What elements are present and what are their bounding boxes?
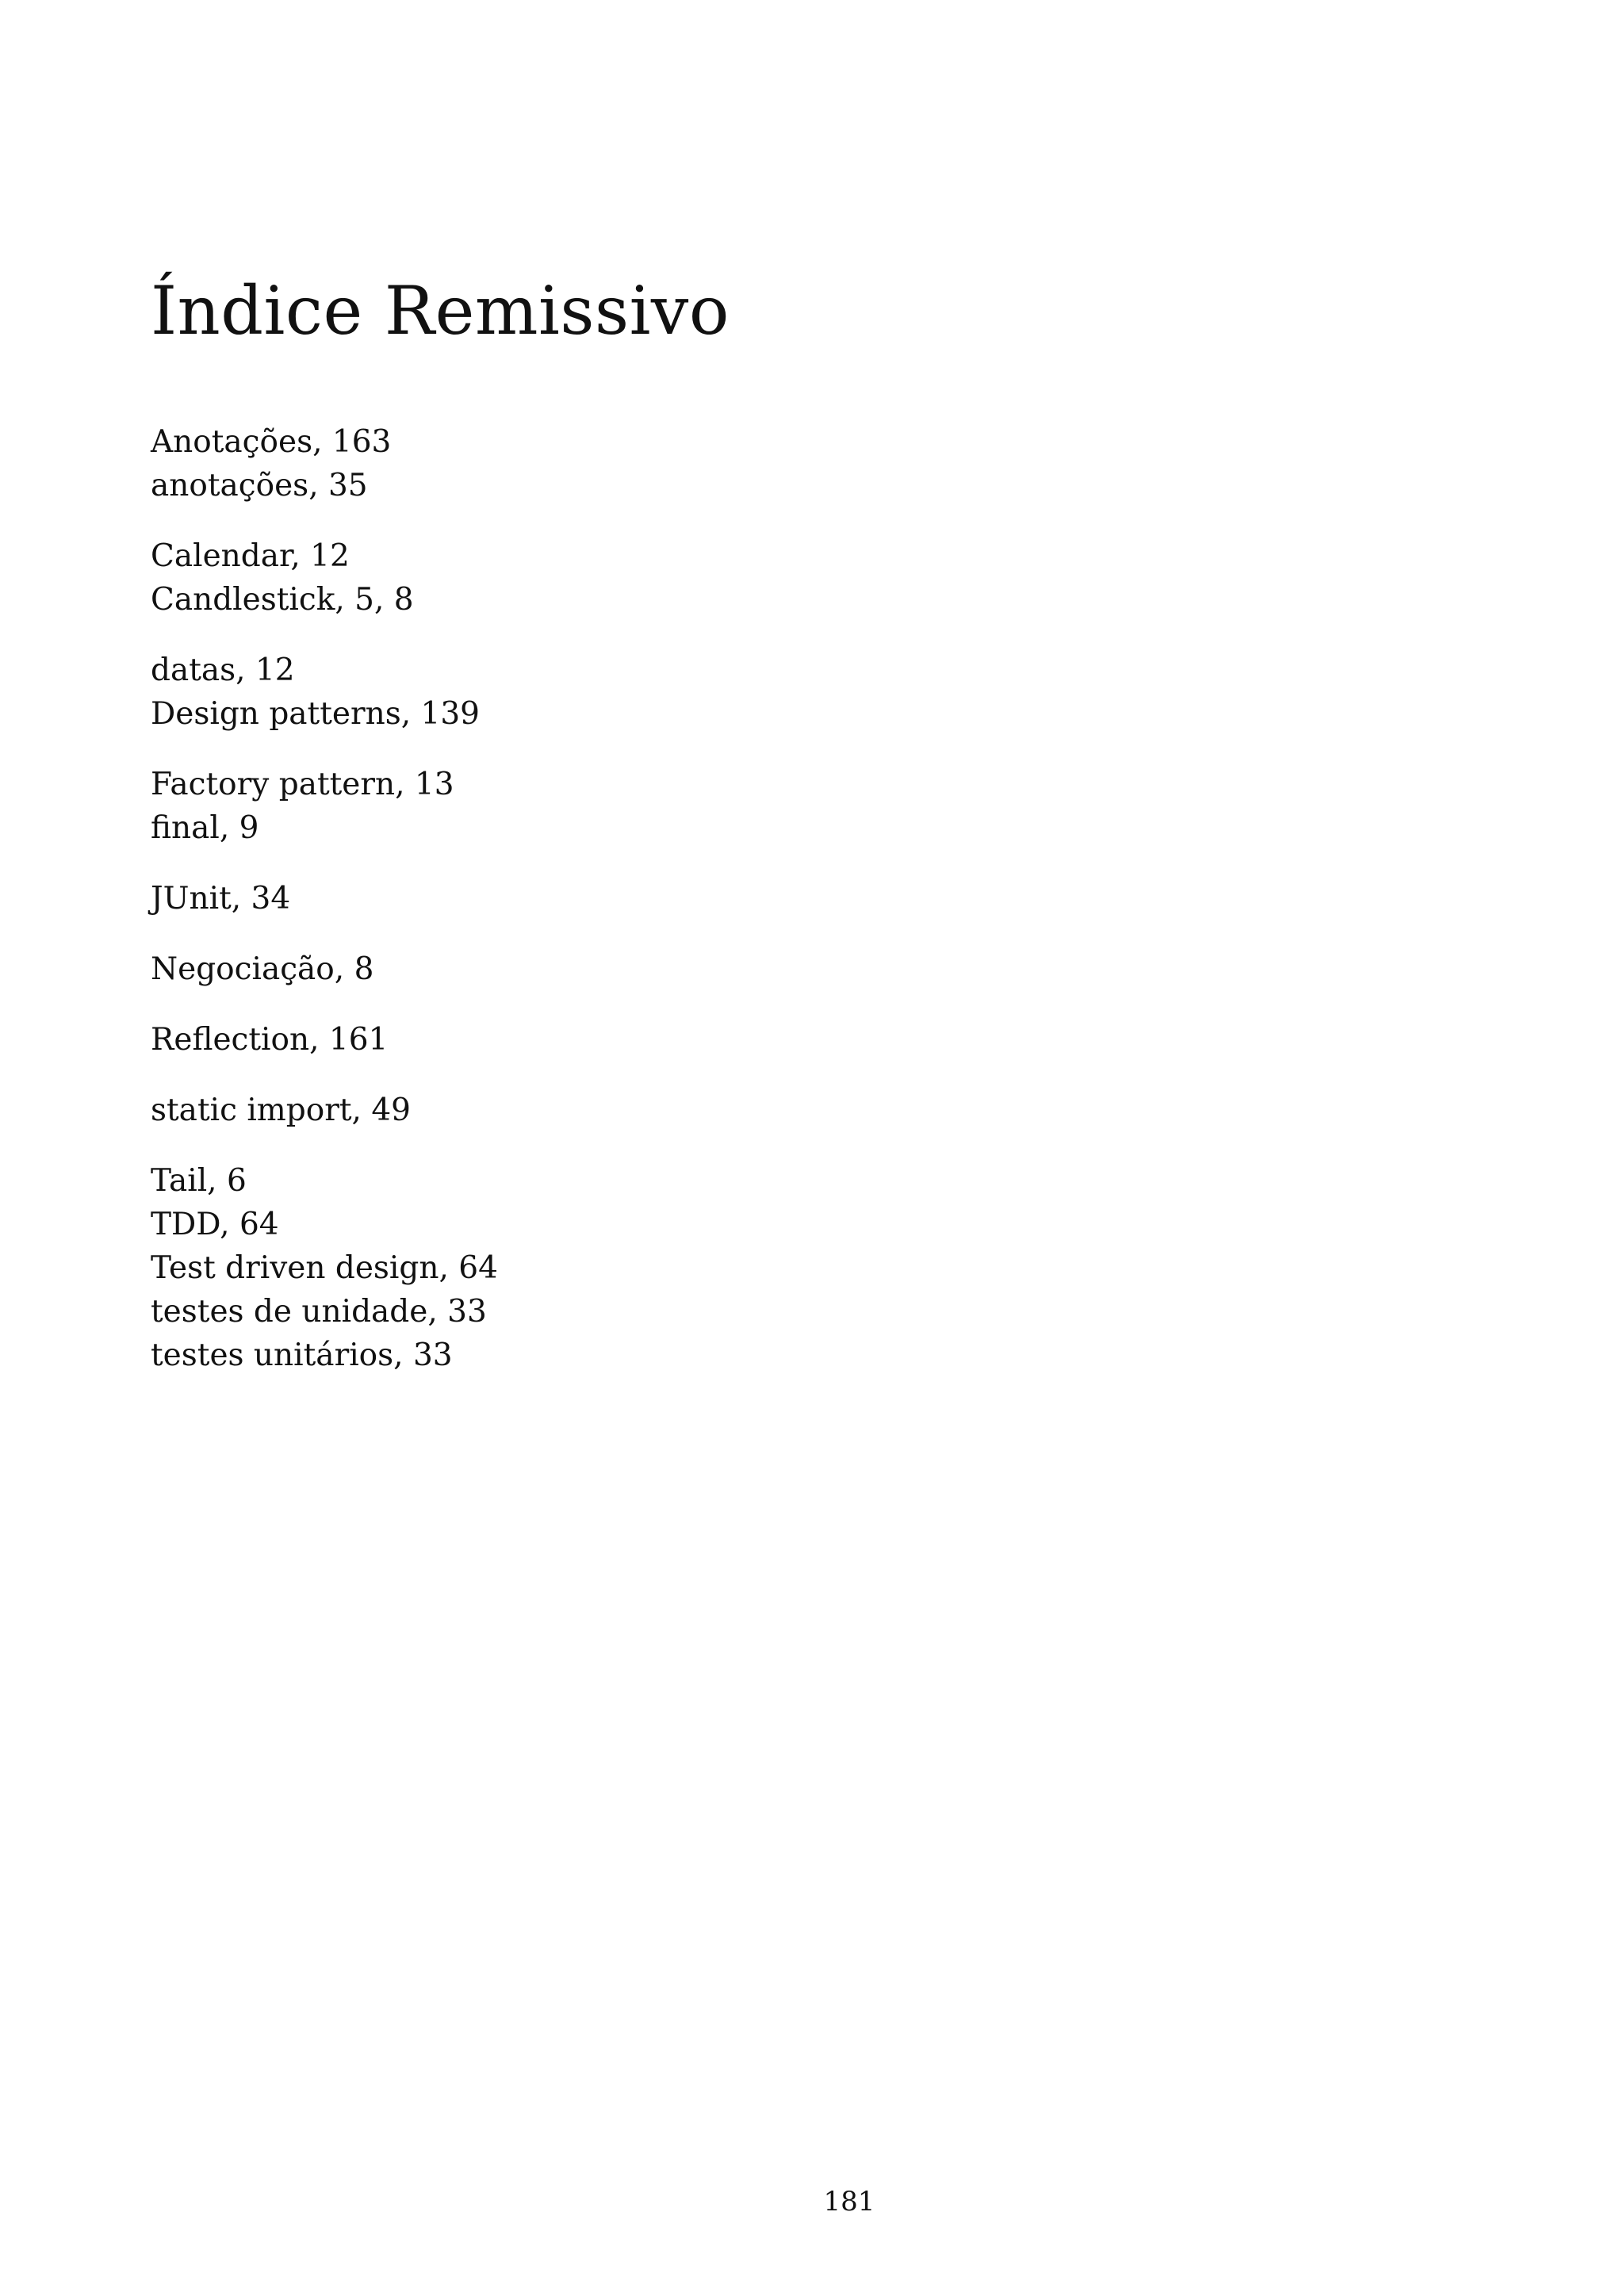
index-entry: Tail, 6	[151, 1163, 247, 1199]
index-entry: testes unitários, 33	[151, 1337, 453, 1373]
index-group-c	[151, 534, 1102, 622]
index-entry: final, 9	[151, 810, 259, 846]
index-group-d	[151, 649, 1102, 736]
page-title: Índice Remissivo	[151, 272, 730, 350]
index-entry: TDD, 64	[151, 1207, 279, 1242]
index-entry: Factory pattern, 13	[151, 767, 454, 802]
index-group-s	[151, 1089, 1102, 1132]
index-entry: Negociação, 8	[151, 951, 374, 987]
index-group-r	[151, 1018, 1102, 1062]
index-entry: Calendar, 12	[151, 538, 350, 574]
index-entry: testes de unidade, 33	[151, 1294, 487, 1330]
index-group-f	[151, 763, 1102, 850]
page-number: 181	[823, 2186, 875, 2218]
index-entry: datas, 12	[151, 652, 295, 688]
index-entry: anotações, 35	[151, 468, 368, 503]
index-entry: Anotações, 163	[151, 424, 392, 460]
index-entry: Design patterns, 139	[151, 696, 480, 732]
index-entry: JUnit, 34	[151, 881, 291, 916]
index-group-t	[151, 1159, 1102, 1377]
index-group-j	[151, 877, 1102, 920]
index-entry: Candlestick, 5, 8	[151, 582, 414, 618]
index-entry: Test driven design, 64	[151, 1250, 498, 1286]
index-entry: Reflection, 161	[151, 1022, 389, 1058]
index-entry: static import, 49	[151, 1093, 411, 1128]
index-group-n	[151, 947, 1102, 991]
index-list	[151, 420, 1102, 1404]
index-group-a	[151, 420, 1102, 507]
